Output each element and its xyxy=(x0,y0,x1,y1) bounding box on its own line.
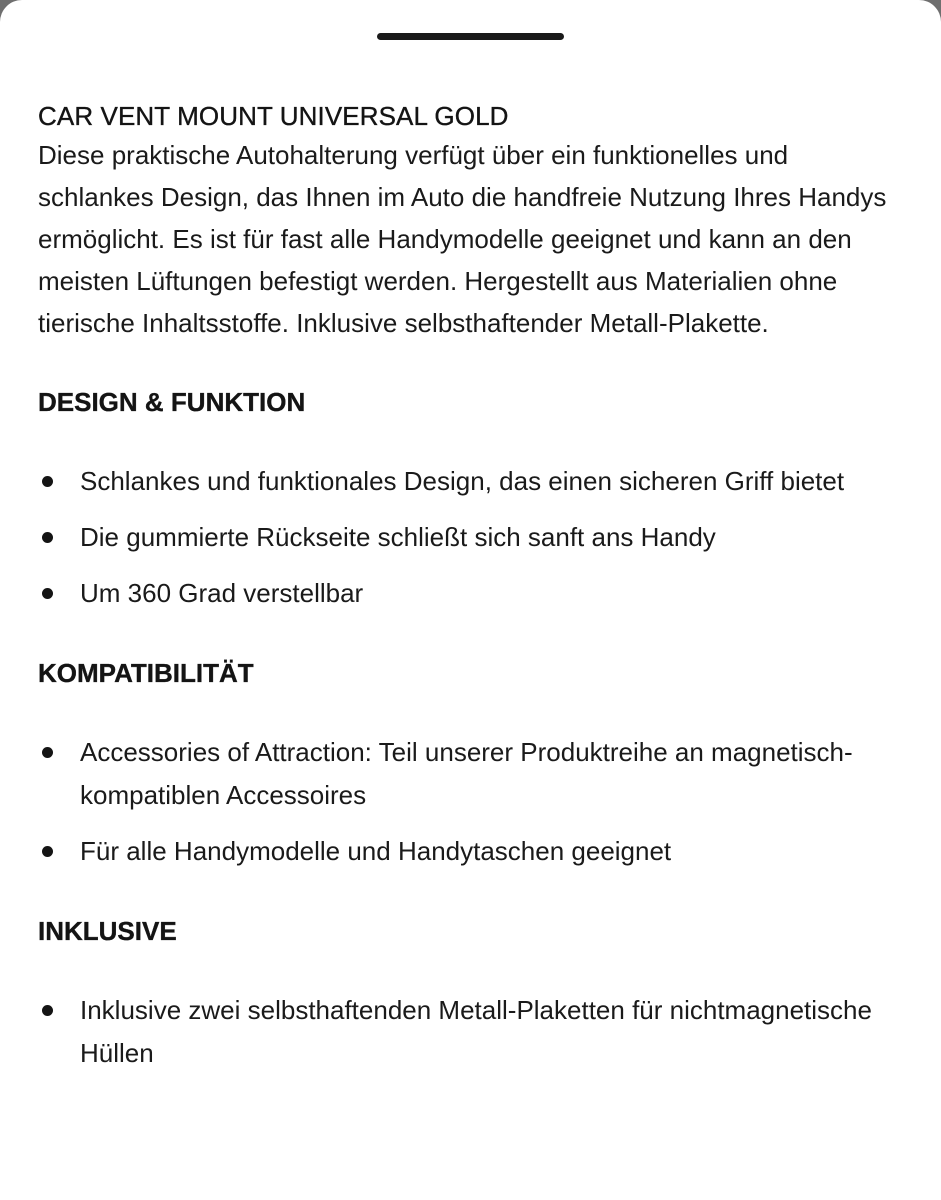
list-item xyxy=(38,731,904,817)
list-item xyxy=(38,516,904,559)
included-list xyxy=(38,989,904,1075)
list-item-text: Inklusive zwei selbsthaftenden Metall-Plaketten für nichtmagnetische Hüllen xyxy=(80,995,872,1068)
section-heading-compatibility: KOMPATIBILITÄT xyxy=(38,658,254,688)
bullet-icon xyxy=(42,476,53,487)
product-title: CAR VENT MOUNT UNIVERSAL GOLD xyxy=(38,101,509,131)
bullet-icon xyxy=(42,532,53,543)
sheet-content xyxy=(38,98,904,1088)
bullet-icon xyxy=(42,588,53,599)
bullet-icon xyxy=(42,1005,53,1016)
list-item-text: Für alle Handymodelle und Handytaschen geeignet xyxy=(80,836,672,866)
list-item-text: Accessories of Attraction: Teil unserer Produktreihe an magnetisch-kompatiblen Accessoires xyxy=(80,737,853,810)
bullet-icon xyxy=(42,747,53,758)
list-item xyxy=(38,572,904,615)
list-item xyxy=(38,830,904,873)
product-description: Diese praktische Autohalterung verfügt über ein funktionelles und schlankes Design, das Ihnen im Auto die handfreie Nutzung Ihres Handys ermöglicht. Es ist für fast alle Handymodelle geeignet und kann an den meisten Lüftungen befestigt werden. Hergestellt aus Materialien ohne tierische Inhaltsstoffe. Inklusive selbsthaftender Metall-Plakette. xyxy=(38,140,887,338)
section-heading-design: DESIGN & FUNKTION xyxy=(38,387,306,417)
list-item-text: Um 360 Grad verstellbar xyxy=(80,578,364,608)
section-heading-included: INKLUSIVE xyxy=(38,916,177,946)
sheet-drag-handle[interactable] xyxy=(377,33,564,40)
list-item xyxy=(38,460,904,503)
list-item xyxy=(38,989,904,1075)
compatibility-list xyxy=(38,731,904,873)
list-item-text: Die gummierte Rückseite schließt sich sanft ans Handy xyxy=(80,522,716,552)
bullet-icon xyxy=(42,846,53,857)
design-feature-list xyxy=(38,460,904,615)
list-item-text: Schlankes und funktionales Design, das einen sicheren Griff bietet xyxy=(80,466,845,496)
